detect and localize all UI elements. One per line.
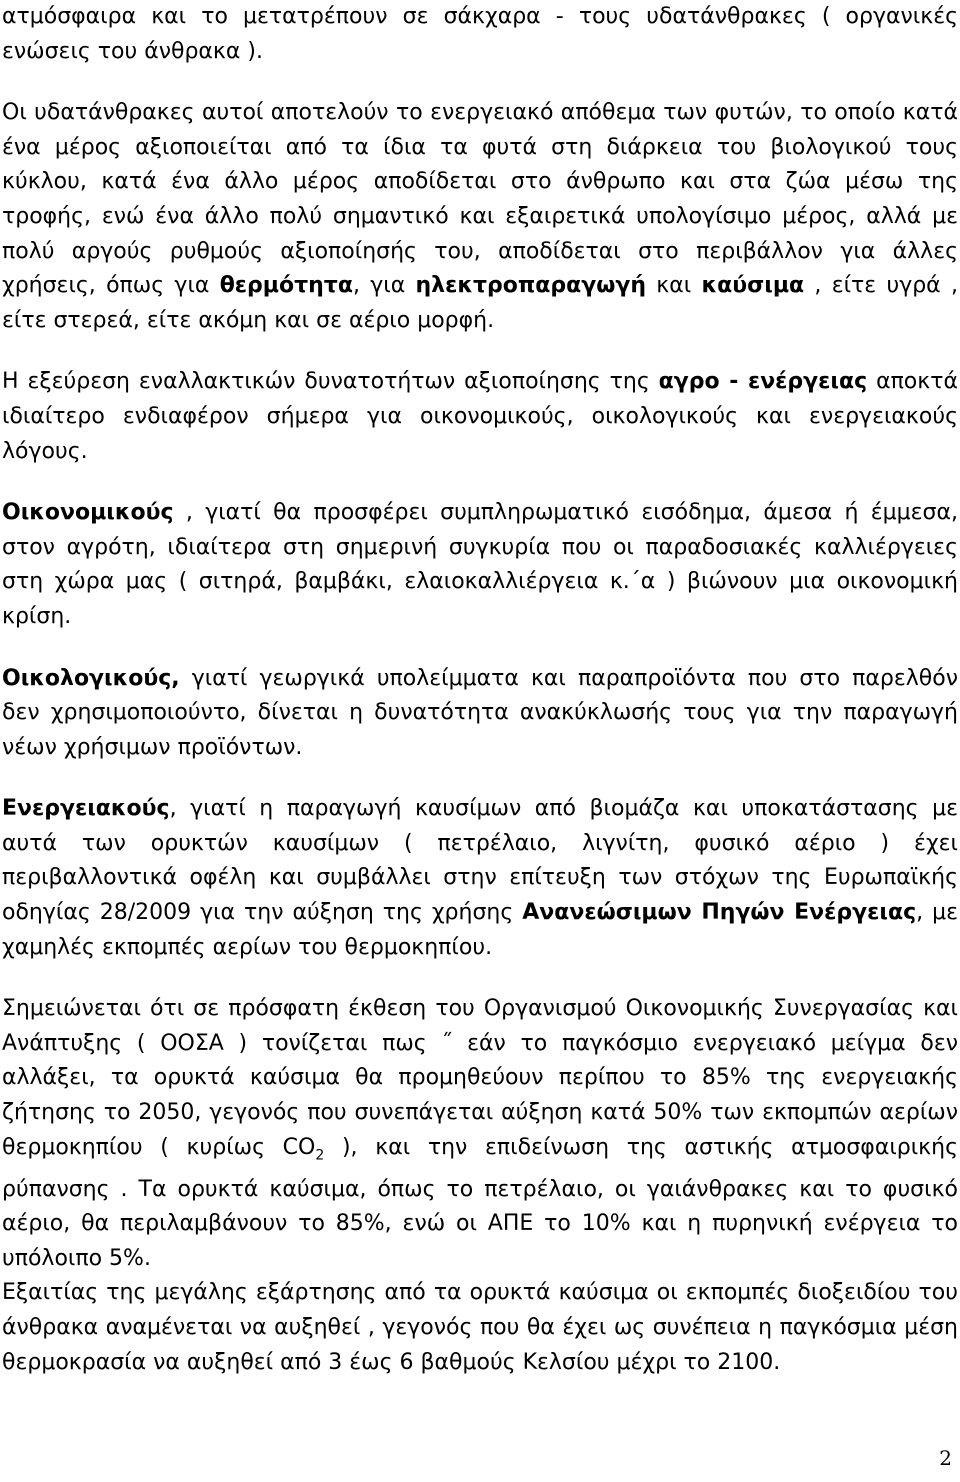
text-run: ατμόσφαιρα και το μετατρέπουν σε σάκχαρα - τους υδατάνθρακες ( οργανικές ενώσεις του άνθρακα ). [2, 4, 958, 64]
subscript: 2 [315, 1147, 325, 1164]
text-run: , είτε υγρά , είτε στερεά, είτε ακόμη και σε αέριο μορφή. [2, 273, 958, 333]
bold-term: Ενεργειακούς [2, 796, 170, 822]
paragraph-ecological [2, 662, 958, 766]
paragraph-carbohydrates [2, 96, 958, 338]
text-run: Η εξεύρεση εναλλακτικών δυνατοτήτων αξιοποίησης της [2, 369, 659, 395]
paragraph-oecd-report [2, 992, 958, 1276]
text-run: , γιατί θα προσφέρει συμπληρωματικό εισόδημα, άμεσα ή έμμεσα, στον αγρότη, ιδιαίτερα στη σημερινή συγκυρία που οι παραδοσιακές καλλιέργειες στη χώρα μας ( σιτηρά, βαμβάκι, ελαιοκαλλιέργεια κ.΄α ) βιώνουν μια οικονομική κρίση. [2, 500, 958, 629]
text-run: , για [352, 273, 416, 299]
bold-term: Οικονομικούς [2, 500, 174, 526]
bold-term: ηλεκτροπαραγωγή [415, 273, 647, 299]
bold-term: καύσιμα [701, 273, 805, 299]
bold-term: αγρο - ενέργειας [658, 369, 868, 395]
text-run: Οι υδατάνθρακες αυτοί αποτελούν το ενεργειακό απόθεμα των φυτών, το οποίο κατά ένα μέρος αξιοποιείται από τα ίδια τα φυτά στη διάρκεια του βιολογικού τους κύκλου, κατά ένα άλλο μέρος αποδίδεται στο άνθρωπο και στα ζώα μέσω της τροφής, ενώ ένα άλλο πολύ σημαντικό και εξαιρετικά υπολογίσιμο μέρος, αλλά με πολύ αργούς ρυθμούς αξιοποίησής του, αποδίδεται στο περιβάλλον για άλλες χρήσεις, όπως για [2, 100, 958, 299]
text-run: Εξαιτίας της μεγάλης εξάρτησης από τα ορυκτά καύσιμα οι εκπομπές διοξειδίου του άνθρακα αναμένεται να αυξηθεί , γεγονός που θα έχει ως συνέπεια η παγκόσμια μέση θερμοκρασία να αυξηθεί από 3 έως 6 βαθμούς Κελσίου μέχρι το 2100. [2, 1280, 958, 1375]
page-number: 2 [939, 1446, 952, 1470]
bold-term: Ανανεώσιμων Πηγών Ενέργειας [522, 900, 917, 926]
text-run: γιατί γεωργικά υπολείμματα και παραπροϊόντα που στο παρελθόν δεν χρησιμοποιούντο, δίνεται η δυνατότητα ανακύκλωσής τους για την παραγωγή νέων χρήσιμων προϊόντων. [2, 665, 958, 760]
text-run: αποκτά ιδιαίτερο ενδιαφέρον σήμερα για οικονομικούς, οικολογικούς και ενεργειακούς λόγους. [2, 369, 958, 464]
paragraph-continuation [2, 0, 958, 69]
paragraph-economic [2, 496, 958, 634]
text-run: ), και την επιδείνωση της αστικής ατμοσφαιρικής ρύπανσης . Τα ορυκτά καύσιμα, όπως το πετρέλαιο, οι γαιάνθρακες και το φυσικό αέριο, θα περιλαμβάνουν το 85%, ενώ οι ΑΠΕ το 10% και η πυρηνική ενέργεια το υπόλοιπο 5%. [2, 1134, 958, 1271]
bold-term: Οικολογικούς, [2, 665, 180, 691]
text-run: , με χαμηλές εκπομπές αερίων του θερμοκηπίου. [2, 900, 958, 960]
paragraph-temperature [2, 1276, 958, 1380]
paragraph-energy [2, 792, 958, 965]
text-run: Σημειώνεται ότι σε πρόσφατη έκθεση του Οργανισμού Οικονομικής Συνεργασίας και Ανάπτυξης ( ΟΟΣΑ ) τονίζεται πως ˝ εάν το παγκόσμιο ενεργειακό μείγμα δεν αλλάξει, τα ορυκτά καύσιμα θα προμηθεύουν περίπου το 85% της ενεργειακής ζήτησης το 2050, γεγονός που συνεπάγεται αύξηση κατά 50% των εκπομπών αερίων θερμοκηπίου ( κυρίως CO [2, 996, 958, 1160]
bold-term: θερμότητα [219, 273, 353, 299]
text-run: , γιατί η παραγωγή καυσίμων από βιομάζα και υποκατάστασης με αυτά των ορυκτών καυσίμων ( πετρέλαιο, λιγνίτη, φυσικό αέριο ) έχει περιβαλλοντικά οφέλη και συμβάλλει στην επίτευξη των στόχων της Ευρωπαϊκής οδηγίας 28/2009 για την αύξηση της χρήσης [2, 796, 958, 926]
document-body [2, 0, 958, 1380]
paragraph-agro-energy [2, 365, 958, 469]
text-run: και [646, 273, 702, 299]
